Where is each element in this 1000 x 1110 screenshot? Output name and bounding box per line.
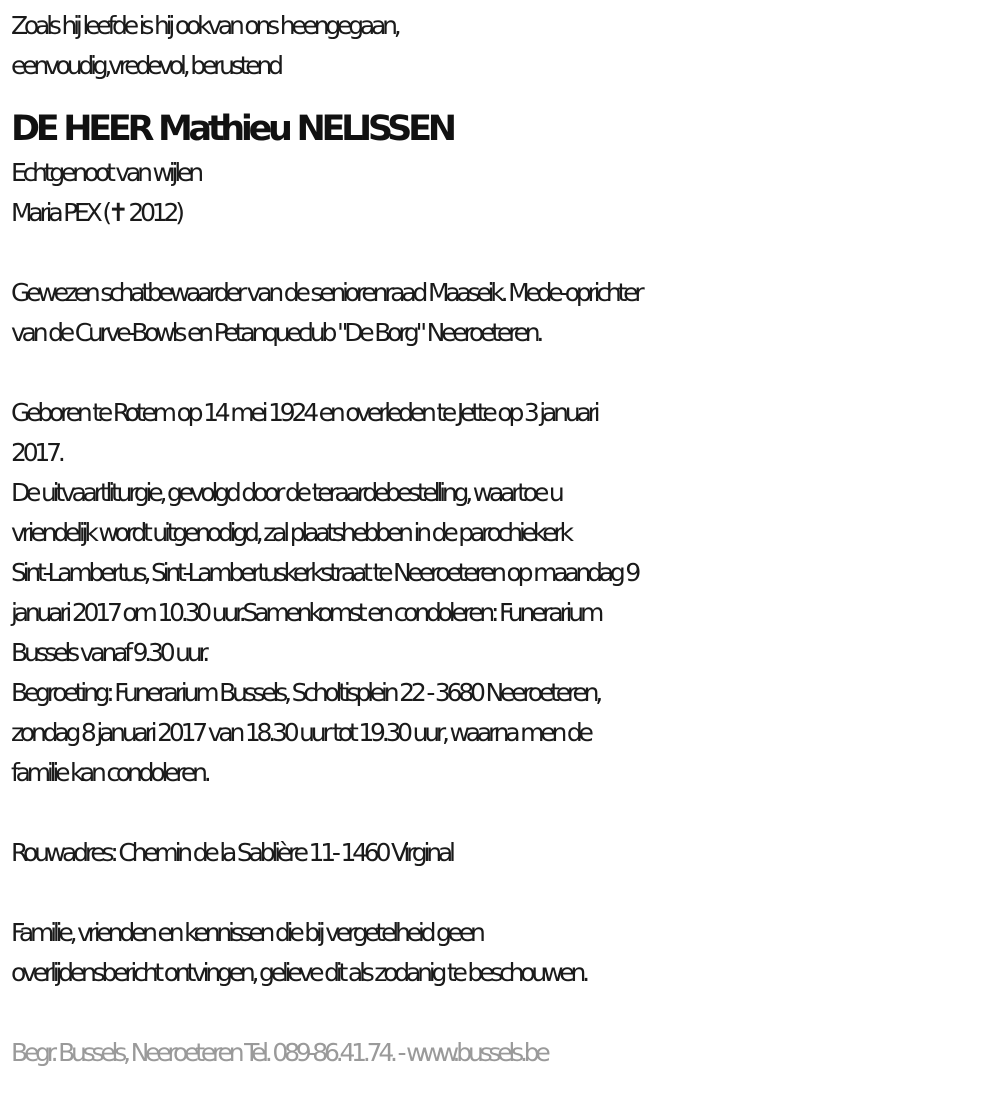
spacer xyxy=(11,993,996,1033)
motto-line: eenvoudig,vredevol, berustend xyxy=(11,51,280,80)
details-line: Bussels vanaf 9.30 uur. xyxy=(11,638,207,667)
spouse-line: Echtgenoot van wijlen xyxy=(11,158,200,187)
funeral-home-footer: Begr. Bussels, Neeroeteren Tel. 089-86.41.74. - www.bussels.be xyxy=(11,1038,547,1067)
details-line: januari 2017 om 10.30 uur.Samenkomst en condoleren: Funerarium xyxy=(11,598,601,627)
details-line: Geboren te Rotem op 14 mei 1924 en overleden te Jette op 3 januari xyxy=(11,398,597,427)
spacer xyxy=(11,353,996,393)
motto-line: Zoals hij leefde is hij ookvan ons heengegaan, xyxy=(11,11,398,40)
spouse-line: Maria PEX (✝ 2012) xyxy=(11,198,181,227)
details-line: Begroeting: Funerarium Bussels, Scholtisplein 22 - 3680 Neeroeteren, xyxy=(11,678,600,707)
details-line: familie kan condoleren. xyxy=(11,758,208,787)
family-notice xyxy=(11,913,996,993)
obituary-notice xyxy=(11,6,996,1073)
notice-line: overlijdensbericht ontvingen, gelieve dit als zodanig te beschouwen. xyxy=(11,958,586,987)
details-line: 2017. xyxy=(11,438,62,467)
career-info xyxy=(11,273,996,353)
spouse-info xyxy=(11,153,996,233)
spacer xyxy=(11,793,996,833)
mourning-address: Rouwadres: Chemin de la Sablière 11- 1460 Virginal xyxy=(11,838,452,867)
career-line: van de Curve-Bowls en Petanqueclub "De Borg" Neeroeteren. xyxy=(11,318,541,347)
notice-line: Familie, vrienden en kennissen die bij vergetelheid geen xyxy=(11,918,482,947)
details-line: zondag 8 januari 2017 van 18.30 uur tot 19.30 uur, waarna men de xyxy=(11,718,590,747)
details-line: vriendelijk wordt uitgenodigd, zal plaatshebben in de parochiekerk xyxy=(11,518,570,547)
motto xyxy=(11,6,996,86)
details-line: De uitvaartliturgie, gevolgd door de teraardebestelling, waartoe u xyxy=(11,478,561,507)
career-line: Gewezen schatbewaarder van de seniorenraad Maaseik. Mede-oprichter xyxy=(11,278,641,307)
spacer xyxy=(11,873,996,913)
funeral-details xyxy=(11,393,996,793)
spacer xyxy=(11,233,996,273)
deceased-name: DE HEER Mathieu NELISSEN xyxy=(11,109,453,149)
details-line: Sint-Lambertus, Sint-Lambertuskerkstraat te Neeroeteren op maandag 9 xyxy=(11,558,638,587)
